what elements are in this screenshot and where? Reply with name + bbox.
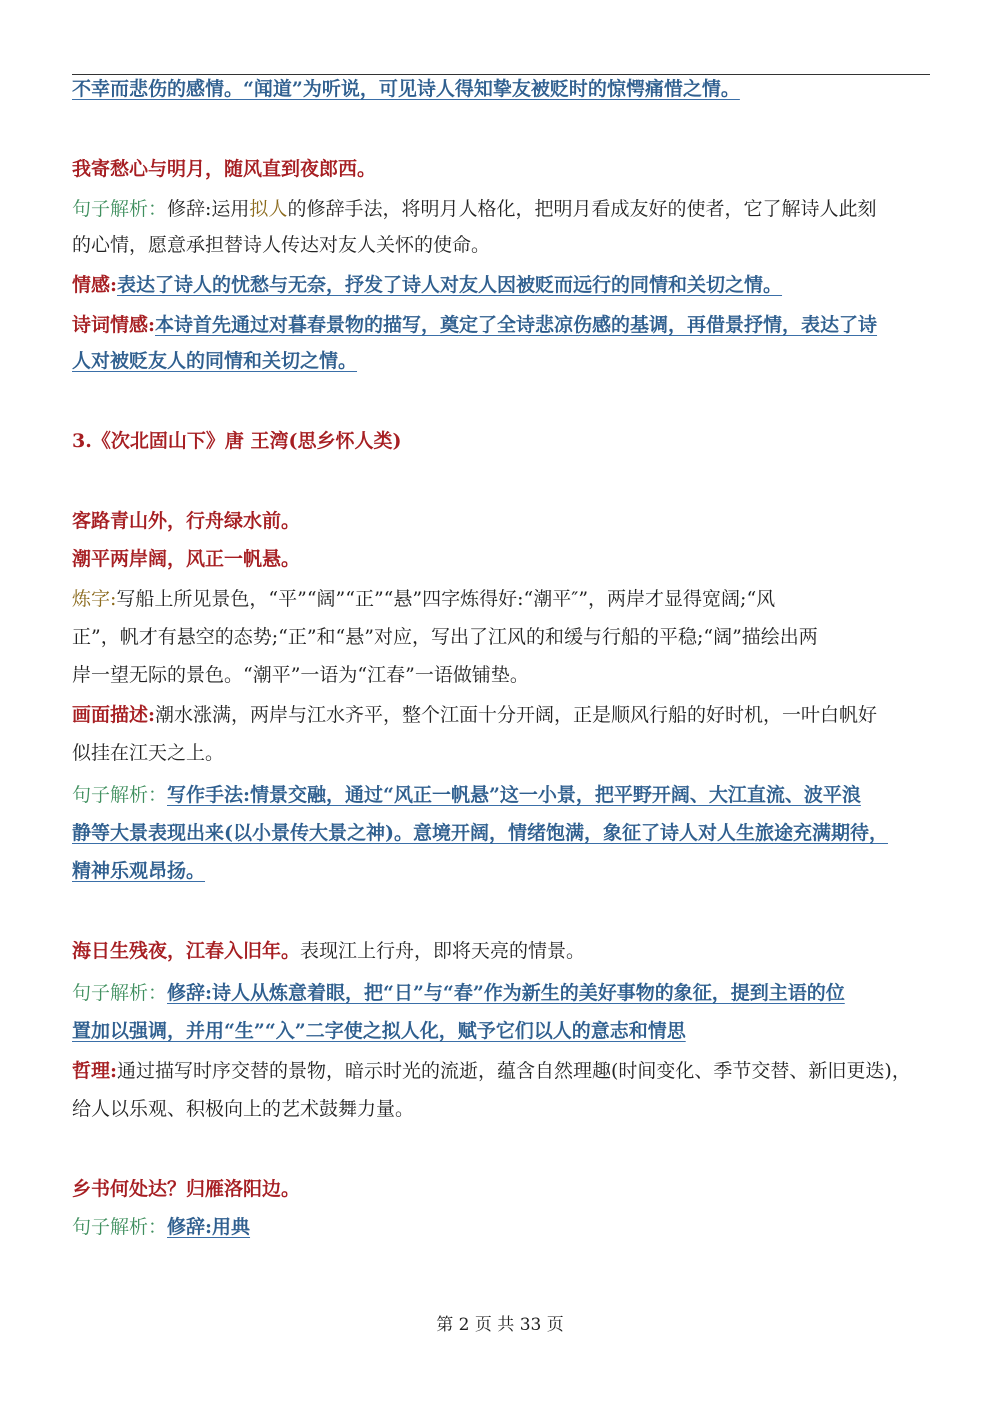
analysis-prefix: 修辞:运用 bbox=[167, 198, 250, 220]
scene-line-2: 似挂在江天之上。 bbox=[72, 742, 225, 764]
lianzi-line bbox=[72, 586, 930, 612]
philosophy-line-2: 给人以乐观、积极向上的艺术鼓舞力量。 bbox=[72, 1098, 415, 1120]
analysis-text-2: 写作手法:情景交融，通过“风正一帆悬”这一小景，把平野开阔、大江直流、波平浪 bbox=[167, 784, 861, 806]
analysis-label: 句子解析： bbox=[72, 198, 168, 220]
poem-emotion-label: 诗词情感: bbox=[72, 314, 156, 336]
verse-line-2: 潮平两岸阔，风正一帆悬。 bbox=[72, 548, 301, 570]
emotion-line bbox=[72, 272, 930, 298]
sentence-analysis-3-cont bbox=[72, 1018, 930, 1044]
analysis-text-2b: 静等大景表现出来(以小景传大景之神)。意境开阔，情绪饱满，象征了诗人对人生旅途充满期待， bbox=[72, 822, 888, 844]
verse-3-text: 海日生残夜，江春入旧年。 bbox=[72, 940, 301, 962]
lianzi-line-3: 岸一望无际的景色。“潮平”一语为“江春”一语做铺垫。 bbox=[72, 664, 529, 686]
sentence-analysis-2 bbox=[72, 782, 930, 808]
scene-line bbox=[72, 702, 930, 728]
philosophy-label: 哲理: bbox=[72, 1060, 118, 1082]
analysis-label-2: 句子解析： bbox=[72, 784, 168, 806]
analysis-label-3: 句子解析： bbox=[72, 982, 168, 1004]
verse-line: 我寄愁心与明月，随风直到夜郎西。 bbox=[72, 158, 377, 180]
verse-3-note: 表现江上行舟，即将天亮的情景。 bbox=[300, 940, 586, 962]
sentence-analysis-3 bbox=[72, 980, 930, 1006]
verse-line-4: 乡书何处达？归雁洛阳边。 bbox=[72, 1178, 301, 1200]
top-rule bbox=[72, 74, 930, 75]
philosophy-line bbox=[72, 1058, 930, 1084]
analysis-text-2c: 精神乐观昂扬。 bbox=[72, 860, 206, 882]
sentence-analysis-2-cont2 bbox=[72, 858, 930, 884]
verse-line-1: 客路青山外，行舟绿水前。 bbox=[72, 510, 301, 532]
analysis-text-4: 修辞:用典 bbox=[167, 1216, 251, 1238]
lianzi-label: 炼字: bbox=[72, 588, 117, 610]
continued-paragraph bbox=[72, 76, 930, 102]
lianzi-line-2: 正”，帆才有悬空的态势;“正”和“悬”对应，写出了江风的和缓与行船的平稳;“阔”描绘出两 bbox=[72, 626, 818, 648]
poem-emotion-line bbox=[72, 312, 930, 338]
emotion-label: 情感: bbox=[72, 274, 118, 296]
analysis-text-3b: 置加以强调，并用“生”“入”二字使之拟人化，赋予它们以人的意志和情思 bbox=[72, 1020, 686, 1042]
sentence-analysis bbox=[72, 196, 930, 222]
analysis-highlight: 拟人 bbox=[249, 198, 288, 220]
section-title: 3.《次北固山下》唐 王湾(思乡怀人类) bbox=[72, 430, 402, 452]
verse-line-3 bbox=[72, 938, 930, 964]
poem-emotion-cont bbox=[72, 348, 930, 374]
emotion-text: 表达了诗人的忧愁与无奈，抒发了诗人对友人因被贬而远行的同情和关切之情。 bbox=[117, 274, 783, 296]
analysis-label-4: 句子解析： bbox=[72, 1216, 168, 1238]
poem-emotion-text: 本诗首先通过对暮春景物的描写，奠定了全诗悲凉伤感的基调，再借景抒情，表达了诗 bbox=[155, 314, 878, 336]
scene-label: 画面描述: bbox=[72, 704, 156, 726]
sentence-analysis-cont: 的心情，愿意承担替诗人传达对友人关怀的使命。 bbox=[72, 234, 491, 256]
analysis-rest: 的修辞手法，将明月人格化，把明月看成友好的使者，它了解诗人此刻 bbox=[287, 198, 877, 220]
continued-text: 不幸而悲伤的感情。“闻道”为听说，可见诗人得知挚友被贬时的惊愕痛惜之情。 bbox=[72, 78, 740, 100]
sentence-analysis-4 bbox=[72, 1214, 930, 1240]
sentence-analysis-2-cont bbox=[72, 820, 930, 846]
lianzi-text-1: 写船上所见景色，“平”“阔”“正”“悬”四字炼得好:“潮平″”，两岸才显得宽阔;“风 bbox=[116, 588, 776, 610]
analysis-text-3: 修辞:诗人从炼意着眼，把“日”与“春”作为新生的美好事物的象征，提到主语的位 bbox=[167, 982, 845, 1004]
page-footer: 第 2 页 共 33 页 bbox=[436, 1315, 564, 1335]
poem-emotion-text-2: 人对被贬友人的同情和关切之情。 bbox=[72, 350, 358, 372]
scene-text-1: 潮水涨满，两岸与江水齐平，整个江面十分开阔，正是顺风行船的好时机，一叶白帆好 bbox=[155, 704, 878, 726]
philosophy-text-1: 通过描写时序交替的景物，暗示时光的流逝，蕴含自然理趣(时间变化、季节交替、新旧更迭)， bbox=[117, 1060, 911, 1082]
